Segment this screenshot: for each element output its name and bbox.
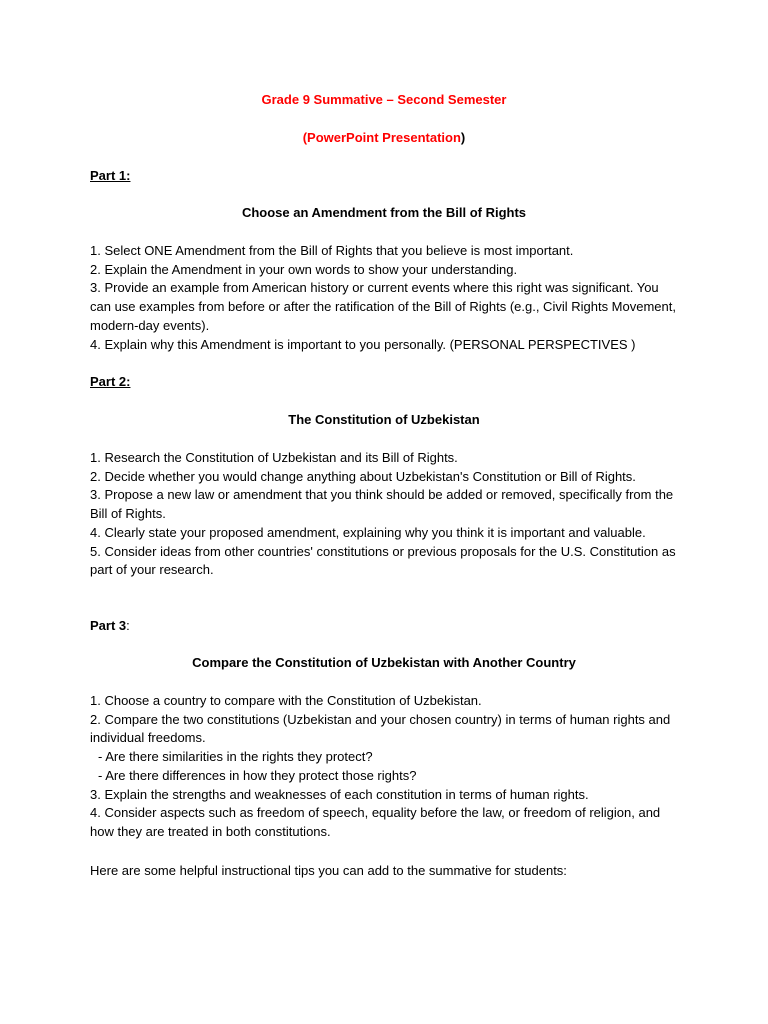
part1-item-2: 2. Explain the Amendment in your own words to show your understanding. (90, 261, 518, 277)
part3-list (90, 692, 680, 842)
part1-item-1: 1. Select ONE Amendment from the Bill of Rights that you believe is most important. (90, 243, 574, 258)
part1-item-3: 3. Provide an example from American history or current events where this right was significant. You can use examples from before or after the ratification of the Bill of Rights (e.g., Civil Rights Movement, modern-day events). (90, 280, 676, 333)
part3-label-text: Part 3 (90, 618, 127, 633)
part3-heading: Compare the Constitution of Uzbekistan with Another Country (192, 655, 576, 670)
closing-text: Here are some helpful instructional tips you can add to the summative for students: (90, 863, 567, 878)
part2-list (90, 449, 680, 580)
document-title: Grade 9 Summative – Second Semester (261, 92, 507, 107)
part3-subitem-1: - Are there similarities in the rights they protect? (98, 749, 373, 765)
document-subtitle (0, 130, 768, 145)
part3-item-1: 1. Choose a country to compare with the Constitution of Uzbekistan. (90, 693, 482, 708)
part3-item-4: 4. Consider aspects such as freedom of speech, equality before the law, or freedom of religion, and how they are treated in both constitutions. (90, 805, 661, 839)
part2-item-2: 2. Decide whether you would change anything about Uzbekistan's Constitution or Bill of Rights. (90, 468, 636, 484)
part1-label: Part 1: (90, 168, 131, 183)
part2-heading: The Constitution of Uzbekistan (288, 412, 480, 427)
part3-label-suffix: : (126, 618, 130, 633)
part3-subitem-2: - Are there differences in how they protect those rights? (98, 767, 417, 783)
part1-list (90, 242, 680, 354)
subtitle-text: (PowerPoint Presentation (302, 130, 461, 145)
part2-item-5: 5. Consider ideas from other countries' constitutions or previous proposals for the U.S. Constitution as part of your research. (90, 543, 676, 578)
part1-item-4: 4. Explain why this Amendment is important to you personally. (PERSONAL PERSPECTIVES ) (90, 336, 636, 352)
part2-label: Part 2: (90, 374, 131, 389)
part2-item-4: 4. Clearly state your proposed amendment, explaining why you think it is important and valuable. (90, 524, 646, 540)
part2-item-1: 1. Research the Constitution of Uzbekistan and its Bill of Rights. (90, 450, 458, 465)
part2-item-3: 3. Propose a new law or amendment that you think should be added or removed, specifically from the Bill of Rights. (90, 487, 674, 522)
part3-item-3: 3. Explain the strengths and weaknesses of each constitution in terms of human rights. (90, 786, 589, 802)
part3-label (90, 618, 130, 633)
part1-heading: Choose an Amendment from the Bill of Rights (241, 205, 527, 220)
subtitle-paren: ) (460, 130, 466, 145)
part3-item-2: 2. Compare the two constitutions (Uzbekistan and your chosen country) in terms of human rights and individual freedoms. (90, 711, 671, 746)
